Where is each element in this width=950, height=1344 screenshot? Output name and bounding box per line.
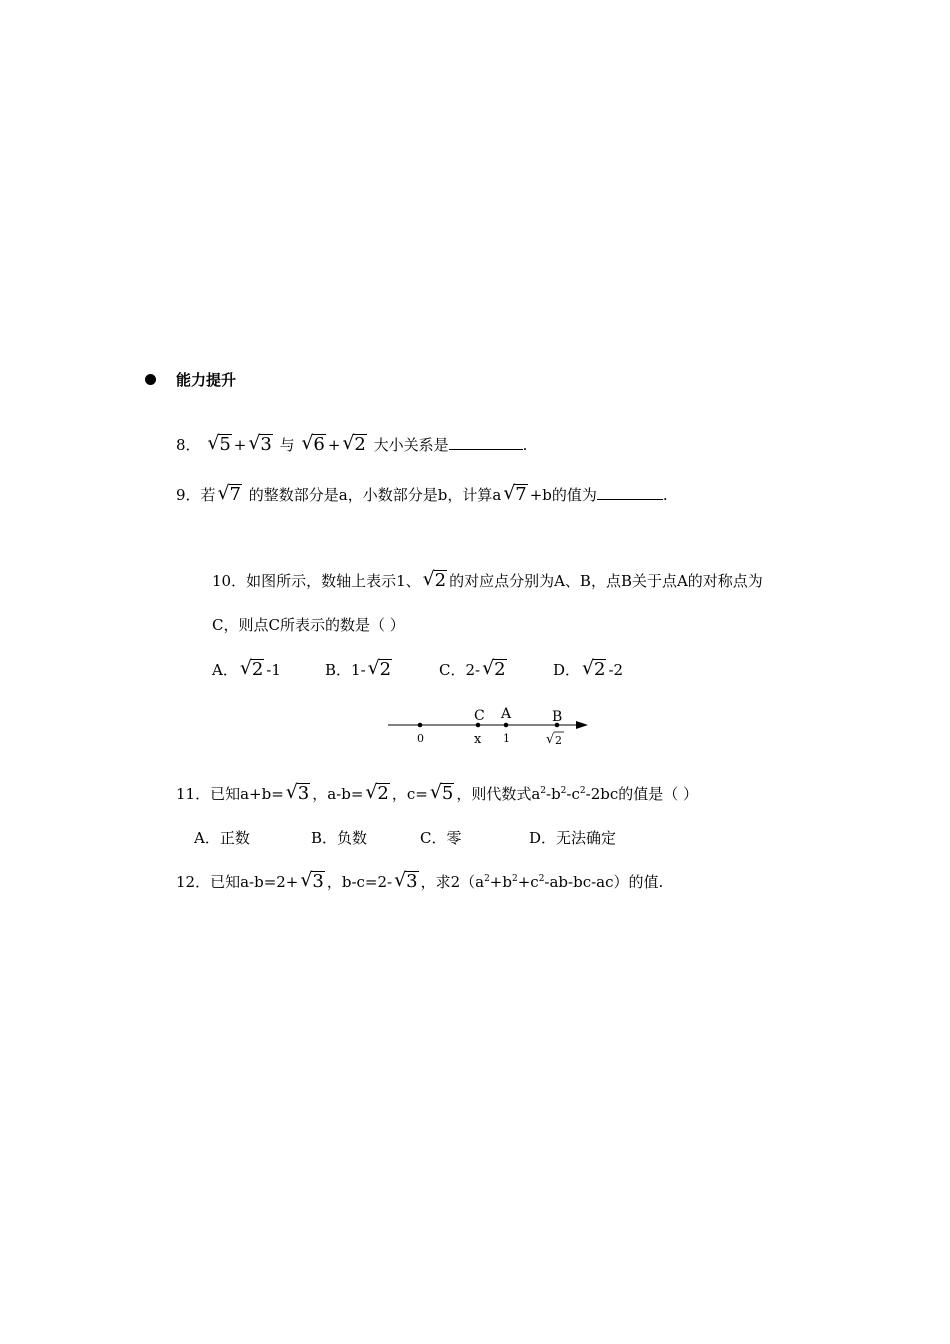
sqrt-7: √ 7 [218, 484, 242, 505]
sqrt-2: √ 2 [342, 434, 366, 455]
label-b: B [552, 709, 563, 725]
sqrt-5: √ 5 [207, 434, 231, 455]
q11-option-d[interactable]: D．无法确定 [529, 829, 617, 847]
q11-option-c[interactable]: C．零 [420, 829, 462, 847]
sqrt-3: √ 3 [248, 434, 272, 455]
label-c: C [474, 708, 485, 724]
tick-0: 0 [417, 732, 424, 745]
question-11: 11．已知a+b=√ 3 ，a-b=√ 2 ，c=√ 5 ，则代数式$a^2-b^2-c^2-2bc$的值是（ ） [176, 783, 698, 804]
question-10-line2: C，则点C所表示的数是（ ） [212, 616, 405, 634]
sqrt-3: √ 3 [394, 871, 418, 892]
q10-option-b[interactable]: B．1-√ 2 [325, 659, 394, 680]
q11-option-a[interactable]: A．正数 [194, 829, 250, 847]
sqrt-3: √ 3 [286, 783, 310, 804]
answer-blank[interactable] [449, 437, 523, 450]
sqrt-5: √ 5 [430, 783, 454, 804]
point-0 [418, 723, 423, 728]
question-9: 9．若√ 7 的整数部分是a，小数部分是b，计算a√ 7 +b的值为 . [176, 484, 668, 505]
section-title: 能力提升 [176, 371, 237, 389]
sqrt-sign-icon: √ [546, 732, 555, 747]
tick-1: 1 [503, 732, 510, 745]
question-10-line1: 10．如图所示，数轴上表示1、√ 2 的对应点分别为A、B，点B关于点A的对称点为 [212, 570, 763, 591]
sqrt-7: √ 7 [503, 484, 527, 505]
sqrt-2: √ 2 [365, 783, 389, 804]
question-12: 12．已知a-b=2+√ 3 ，b-c=2-√ 3 ，求$2(a^2+b^2+c^2-ab-bc-ac)$的值. [176, 871, 663, 892]
label-a: A [501, 706, 512, 722]
sqrt-2: √ 2 [423, 570, 447, 591]
question-8: 8． √ 5 +√ 3 与 √ 6 +√ 2 大小关系是 . [176, 434, 527, 455]
number-line-figure [380, 700, 600, 752]
q10-option-c[interactable]: C．2-√ 2 [439, 659, 509, 680]
point-a [504, 723, 509, 728]
q10-option-d[interactable]: D．√ 2 -2 [553, 659, 623, 680]
bullet-icon [145, 374, 156, 385]
q10-option-a[interactable]: A．√ 2 -1 [212, 659, 281, 680]
tick-x: x [474, 732, 482, 747]
tick-sqrt2: 2 [555, 734, 562, 747]
axis-arrow-icon [576, 721, 588, 729]
sqrt-3: √ 3 [300, 871, 324, 892]
q8-number: 8． [176, 436, 201, 454]
q11-option-b[interactable]: B．负数 [311, 829, 368, 847]
answer-blank[interactable] [597, 487, 663, 500]
sqrt-6: √ 6 [301, 434, 325, 455]
